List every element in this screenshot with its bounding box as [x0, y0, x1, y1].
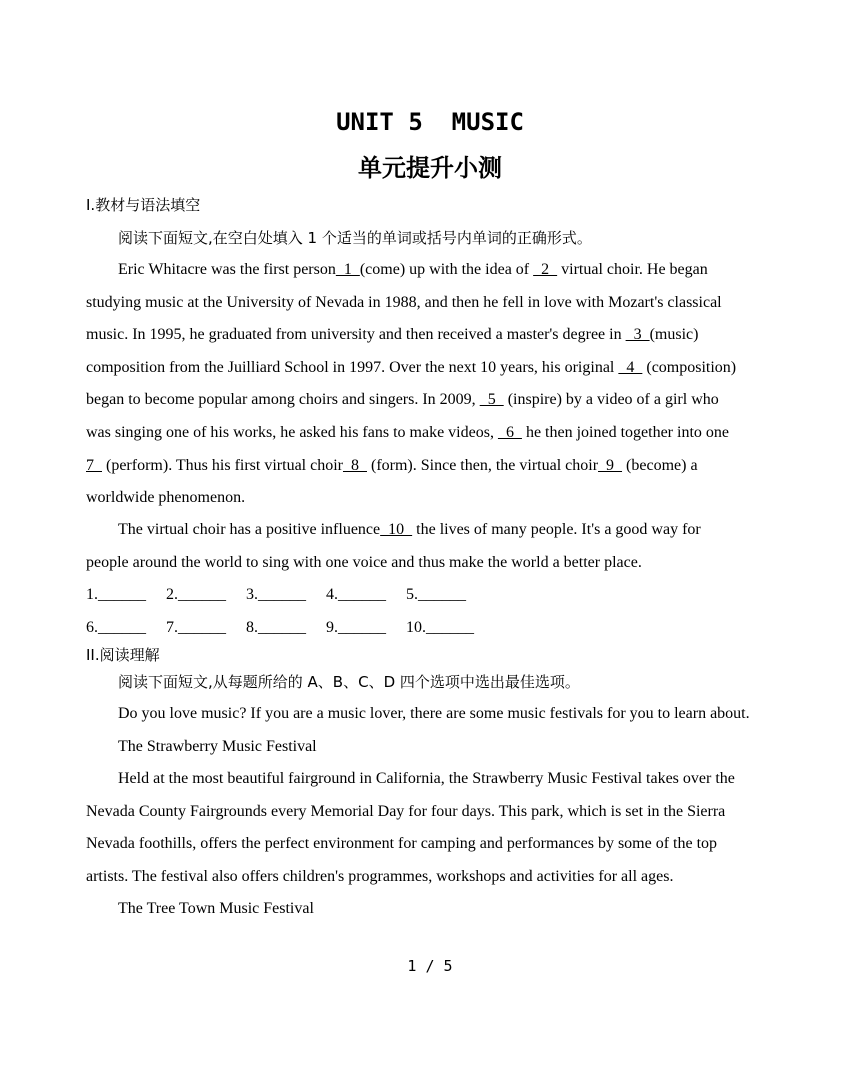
answer-blank: 10.______ — [406, 619, 474, 636]
answer-blank: 9.______ — [326, 619, 386, 636]
text-run: (music) — [649, 326, 699, 344]
answer-blank: 3.______ — [246, 586, 306, 603]
text-run: he then joined together into one — [521, 424, 729, 441]
page-number: 1 / 5 — [407, 957, 453, 975]
passage-line — [118, 260, 708, 280]
text-run: (inspire) by a video of a girl who — [503, 391, 719, 409]
section2-instruction: 阅读下面短文,从每题所给的 A、B、C、D 四个选项中选出最佳选项。 — [118, 673, 580, 691]
text-run: composition from the Juilliard School in 1997. Over the next 10 years, his original — [86, 358, 619, 376]
answer-blank: 2.______ — [166, 586, 226, 603]
passage-line — [86, 325, 698, 345]
answer-blank: 6.______ — [86, 619, 146, 636]
section1-heading: I.教材与语法填空 — [86, 196, 201, 214]
text-run: worldwide phenomenon. — [86, 489, 246, 507]
answer-blank: 5.______ — [406, 586, 466, 603]
passage-line — [86, 553, 642, 573]
festival-1-title: The Strawberry Music Festival — [118, 738, 317, 755]
page-subtitle: 单元提升小测 — [358, 154, 502, 182]
passage-line — [86, 390, 719, 410]
blank: 10 — [380, 521, 413, 538]
text-run: (perform). Thus his first virtual choir — [102, 456, 343, 474]
text-run: (composition) — [642, 358, 737, 376]
text-run: the lives of many people. It's a good way for — [412, 521, 701, 538]
paragraph-line: Held at the most beautiful fairground in California, the Strawberry Music Festival takes over the — [118, 770, 735, 787]
answer-row-2 — [86, 618, 486, 638]
passage-line — [118, 520, 701, 540]
text-run: (come) up with the idea of — [359, 261, 534, 278]
text-run: people around the world to sing with one voice and thus make the world a better place. — [86, 554, 642, 571]
text-run: Eric Whitacre was the first person — [118, 261, 336, 278]
page-title: UNIT 5 MUSIC — [336, 108, 524, 136]
passage-line — [86, 488, 245, 508]
section2-heading: II.阅读理解 — [86, 646, 160, 664]
blank: 3 — [625, 326, 650, 344]
blank: 8 — [342, 456, 367, 474]
text-run: studying music at the University of Nevada in 1988, and then he fell in love with Mozart's classical — [86, 293, 722, 311]
section2-intro: Do you love music? If you are a music lover, there are some music festivals for you to learn about. — [118, 705, 750, 722]
text-run: music. In 1995, he graduated from university and then received a master's degree in — [86, 326, 626, 344]
blank: 9 — [598, 456, 623, 474]
paragraph-line: Nevada foothills, offers the perfect environment for camping and performances by some of the top — [86, 835, 718, 853]
text-run: was singing one of his works, he asked his fans to make videos, — [86, 424, 498, 441]
answer-blank: 4.______ — [326, 586, 386, 603]
blank: 4 — [618, 358, 643, 376]
text-run: The virtual choir has a positive influence — [118, 521, 381, 538]
paragraph-line: Nevada County Fairgrounds every Memorial Day for four days. This park, which is set in the Sierra — [86, 802, 726, 820]
passage-line — [86, 358, 736, 378]
text-run: began to become popular among choirs and singers. In 2009, — [86, 391, 480, 409]
passage-line — [86, 293, 722, 313]
answer-blank: 7.______ — [166, 619, 226, 636]
text-run: (form). Since then, the virtual choir — [366, 456, 599, 474]
text-run: (become) a — [622, 456, 698, 474]
blank: 2 — [533, 261, 558, 278]
festival-2-title: The Tree Town Music Festival — [118, 900, 314, 917]
answer-row-1 — [86, 585, 486, 605]
blank: 7 — [86, 456, 102, 474]
blank: 5 — [479, 391, 504, 409]
paragraph-line: artists. The festival also offers children's programmes, workshops and activities for all ages. — [86, 867, 674, 885]
text-run: virtual choir. He began — [557, 261, 708, 278]
answer-blank: 8.______ — [246, 619, 306, 636]
passage-line — [86, 423, 729, 443]
section1-instruction: 阅读下面短文,在空白处填入 1 个适当的单词或括号内单词的正确形式。 — [118, 229, 592, 247]
blank: 6 — [497, 424, 522, 441]
blank: 1 — [335, 261, 360, 278]
answer-blank: 1.______ — [86, 586, 146, 603]
passage-line — [86, 456, 698, 476]
